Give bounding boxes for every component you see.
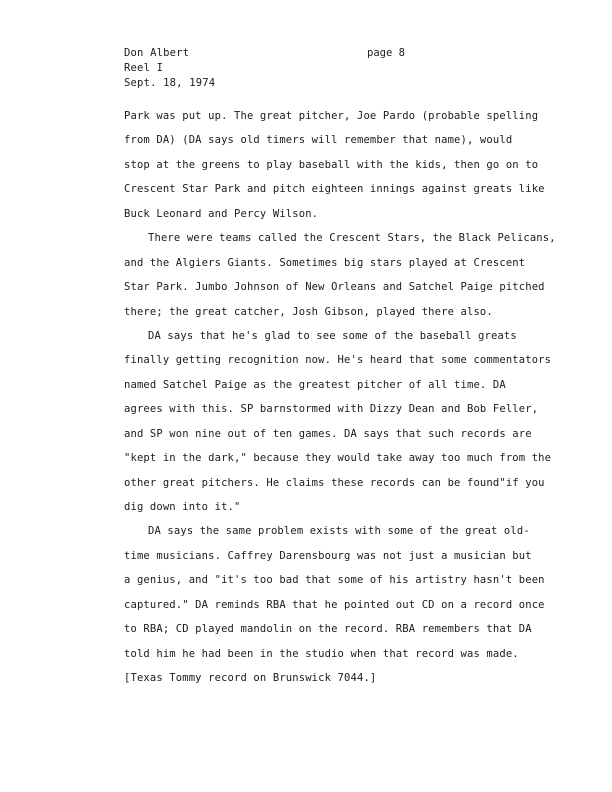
text-line: agrees with this. SP barnstormed with Dizzy Dean and Bob Feller,: [124, 403, 539, 416]
interview-date: Sept. 18, 1974: [124, 77, 216, 89]
editorial-note: [Texas Tommy record on Brunswick 7044.]: [124, 672, 377, 685]
transcript-header: [124, 46, 215, 91]
text-line: told him he had been in the studio when that record was made.: [124, 647, 519, 660]
text-line: and the Algiers Giants. Sometimes big stars played at Crescent: [124, 256, 526, 269]
text-line: Park was put up. The great pitcher, Joe Pardo (probable spelling: [124, 110, 539, 122]
text-line: "kept in the dark," because they would take away too much from the: [124, 452, 552, 465]
text-line: Buck Leonard and Percy Wilson.: [124, 207, 319, 220]
text-line: other great pitchers. He claims these records can be found"if you: [124, 476, 545, 489]
text-line: and SP won nine out of ten games. DA says that such records are: [124, 427, 532, 440]
text-line: there; the great catcher, Josh Gibson, played there also.: [124, 305, 493, 318]
transcript-body: [124, 108, 564, 695]
text-line: finally getting recognition now. He's heard that some commentators: [124, 354, 552, 367]
text-line: Crescent Star Park and pitch eighteen innings against greats like: [124, 183, 545, 196]
paragraph-first-line: DA says that he's glad to see some of the baseball greats: [148, 329, 517, 342]
text-line: stop at the greens to play baseball with the kids, then go on to: [124, 158, 539, 171]
text-line: time musicians. Caffrey Darensbourg was not just a musician but: [124, 549, 532, 562]
text-line: dig down into it.": [124, 501, 241, 513]
interviewer-name: Don Albert: [124, 47, 190, 59]
text-line: to RBA; CD played mandolin on the record. RBA remembers that DA: [124, 623, 532, 636]
text-line: named Satchel Paige as the greatest pitcher of all time. DA: [124, 378, 506, 391]
text-line: a genius, and "it's too bad that some of his artistry hasn't been: [124, 574, 545, 587]
text-line: from DA) (DA says old timers will remember that name), would: [124, 134, 513, 147]
text-line: Star Park. Jumbo Johnson of New Orleans and Satchel Paige pitched: [124, 281, 545, 294]
paragraph-first-line: There were teams called the Crescent Stars, the Black Pelicans,: [148, 232, 556, 245]
reel-number: Reel I: [124, 62, 164, 74]
paragraph-first-line: DA says the same problem exists with some of the great old-: [148, 525, 530, 538]
text-line: captured." DA reminds RBA that he pointed out CD on a record once: [124, 598, 545, 611]
page-number: page 8: [367, 47, 405, 59]
